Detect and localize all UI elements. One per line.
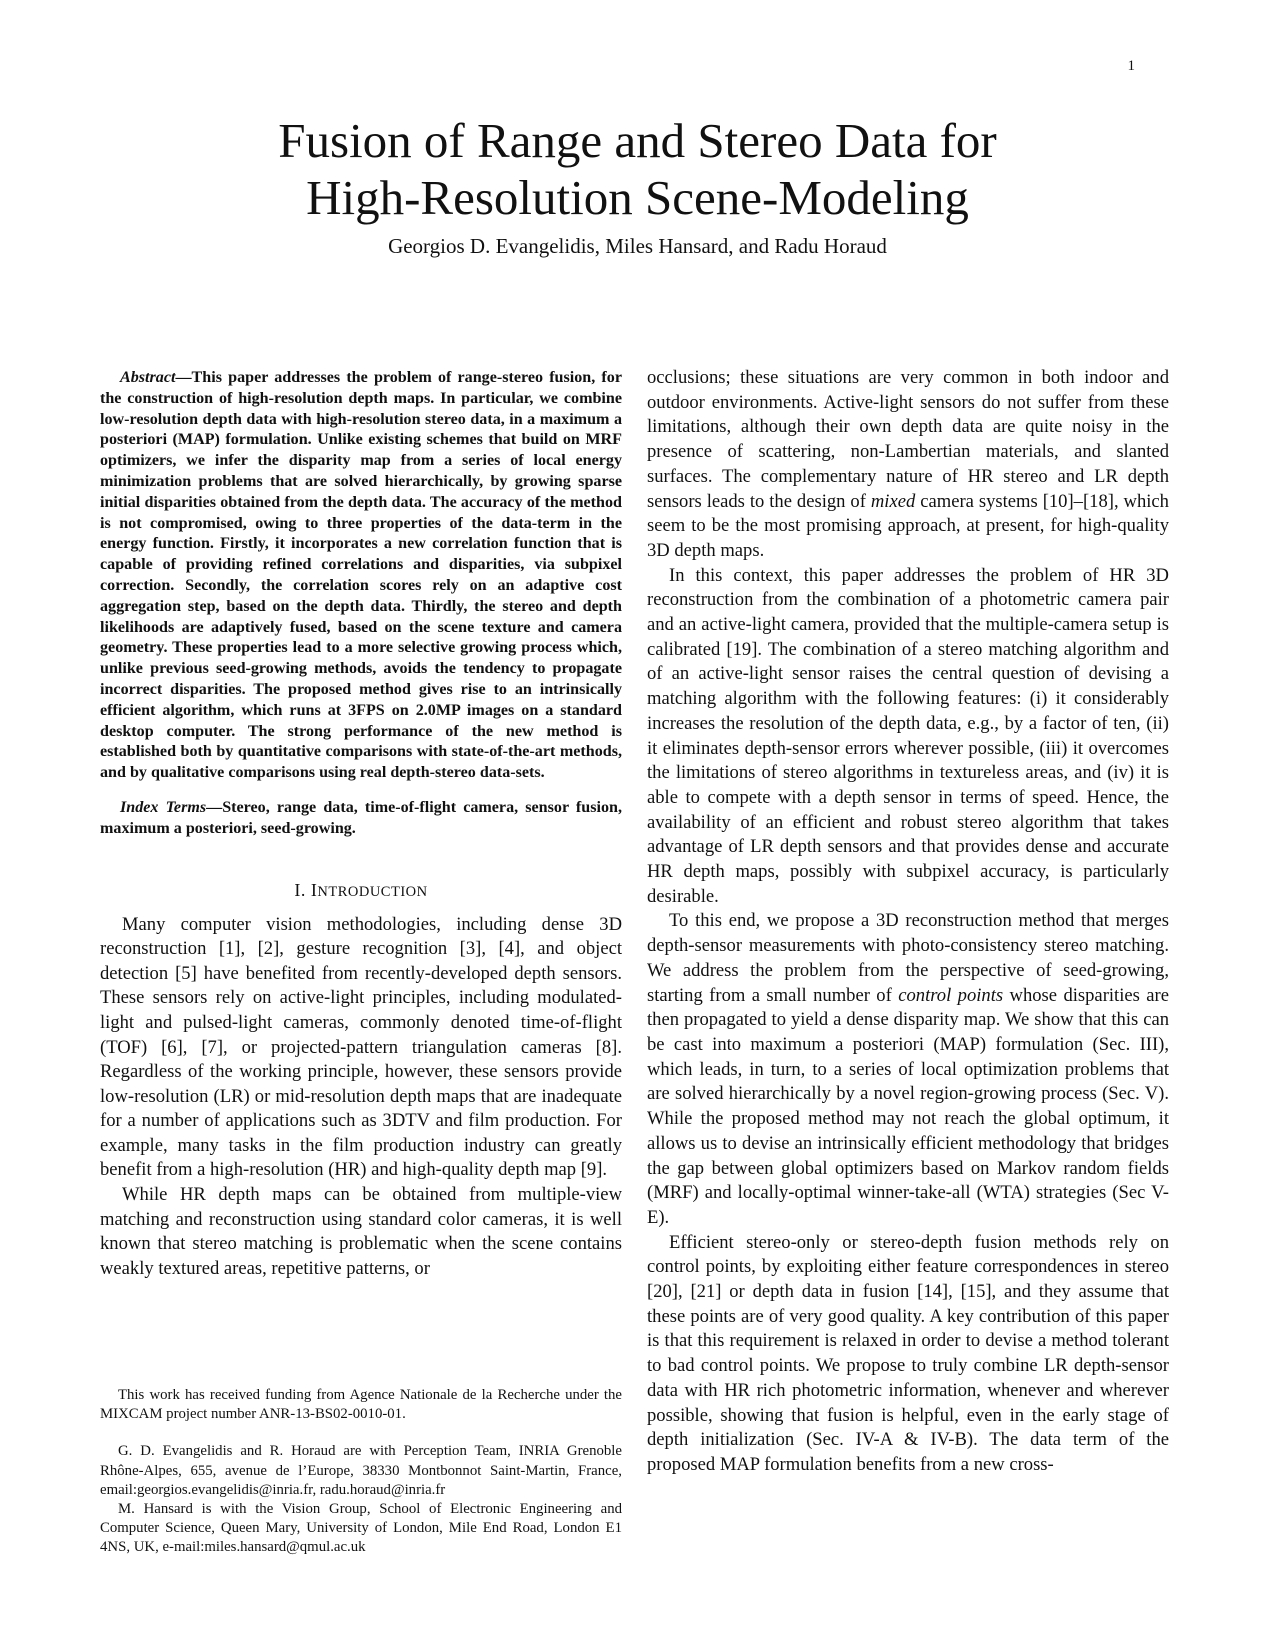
title-line-1: Fusion of Range and Stereo Data for <box>278 113 997 168</box>
left-column <box>100 368 622 1281</box>
abstract-lead: Abstract <box>120 369 176 386</box>
index-terms-lead: Index Terms <box>120 798 207 816</box>
right-p3-em: control points <box>898 984 1004 1006</box>
right-paragraph-3 <box>647 909 1169 1230</box>
right-p3-b: whose disparities are then propagated to yield a dense disparity map. We show that this can be cast into maximum a posteriori (MAP) formulation (Sec. III), which leads, in turn, to a series of local optimization problems that are solved hierarchically by a novel region-growing process (Sec. V). While the proposed method may not reach the global optimum, it allows us to devise an intrinsically efficient methodology that bridges the gap between global optimizers based on Markov random fields (MRF) and locally-optimal winner-take-all (WTA) strategies (Sec V-E). <box>647 984 1169 1228</box>
footnote-affiliation-1: G. D. Evangelidis and R. Horaud are with Perception Team, INRIA Grenoble Rhône-Alpes, 655, avenue de l’Europe, 38330 Montbonnot Saint-Martin, France, email:georgios.evangelidis@inria.fr, radu.horaud@inria.fr <box>100 1443 622 1498</box>
footnote-funding: This work has received funding from Agence Nationale de la Recherche under the MIXCAM project number ANR-13-BS02-0010-01. <box>100 1387 622 1423</box>
index-terms <box>100 798 622 840</box>
right-paragraph-1 <box>647 366 1169 564</box>
paper-title <box>0 112 1275 226</box>
abstract <box>100 368 622 784</box>
footnote-affiliation-2: M. Hansard is with the Vision Group, School of Electronic Engineering and Computer Science, Queen Mary, University of London, Mile End Road, London E1 4NS, UK, e-mail:miles.hansard@qmul.ac.uk <box>100 1501 622 1556</box>
right-p1-a: occlusions; these situations are very common in both indoor and outdoor environments. Active-light sensors do not suffer from these limitations, although their own depth data are quite noisy in the presence of scattering, non-Lambertian materials, and slanted surfaces. The complementary nature of HR stereo and LR depth sensors leads to the design of <box>647 367 1169 512</box>
right-paragraph-4: Efficient stereo-only or stereo-depth fusion methods rely on control points, by exploiting either feature correspondences in stereo [20], [21] or depth data in fusion [14], [15], and they assume that these points are of very good quality. A key contribution of this paper is that this requirement is relaxed in order to devise a method tolerant to bad control points. We propose to truly combine LR depth-sensor data with HR rich photometric information, whenever and wherever possible, showing that fusion is helpful, even in the early stage of depth initialization (Sec. IV-A & IV-B). The data term of the proposed MAP formulation benefits from a new cross- <box>647 1231 1169 1475</box>
footnotes <box>100 1386 622 1558</box>
section-heading <box>100 880 622 901</box>
authors: Georgios D. Evangelidis, Miles Hansard, and Radu Horaud <box>388 234 887 258</box>
intro-paragraph-2: While HR depth maps can be obtained from multiple-view matching and reconstruction using standard color cameras, it is well known that stereo matching is problematic when the scene contains weakly textured areas, repetitive patterns, or <box>100 1184 622 1279</box>
section-numeral: I. I <box>294 879 318 900</box>
section-title-rest: NTRODUCTION <box>317 883 428 900</box>
index-terms-text: —Stereo, range data, time-of-flight camera, sensor fusion, maximum a posteriori, seed-growing. <box>100 798 622 837</box>
right-p3-a: To this end, we propose a 3D reconstruction method that merges depth-sensor measurements with photo-consistency stereo matching. We address the problem from the perspective of seed-growing, starting from a small number of <box>647 910 1169 1006</box>
abstract-text: —This paper addresses the problem of range-stereo fusion, for the construction of high-resolution depth maps. In particular, we combine low-resolution depth data with high-resolution stereo data, in a maximum a posteriori (MAP) formulation. Unlike existing schemes that build on MRF optimizers, we infer the disparity map from a series of local energy minimization problems that are solved hierarchically, by growing sparse initial disparities obtained from the depth data. The accuracy of the method is not compromised, owing to three properties of the data-term in the energy function. Firstly, it incorporates a new correlation function that is capable of providing refined correlations and disparities, via subpixel correction. Secondly, the correlation scores rely on an adaptive cost aggregation step, based on the depth data. Thirdly, the stereo and depth likelihoods are adaptively fused, based on the scene texture and camera geometry. These properties lead to a more selective growing process which, unlike previous seed-growing methods, avoids the tendency to propagate incorrect disparities. The proposed method gives rise to an intrinsically efficient algorithm, which runs at 3FPS on 2.0MP images on a standard desktop computer. The strong performance of the new method is established both by quantitative comparisons with state-of-the-art methods, and by qualitative comparisons using real depth-stereo data-sets. <box>100 369 622 782</box>
page-number: 1 <box>1127 58 1135 74</box>
intro-paragraph-1: Many computer vision methodologies, including dense 3D reconstruction [1], [2], gesture recognition [3], [4], and object detection [5] have benefited from recently-developed depth sensors. These sensors rely on active-light principles, including modulated-light and pulsed-light cameras, commonly denoted time-of-flight (TOF) [6], [7], or projected-pattern triangulation cameras [8]. Regardless of the working principle, however, these sensors provide low-resolution (LR) or mid-resolution depth maps that are inadequate for a number of applications such as 3DTV and film production. For example, many tasks in the film production industry can greatly benefit from a high-resolution (HR) and high-quality depth map [9]. <box>100 913 622 1181</box>
right-p1-em: mixed <box>870 490 916 512</box>
right-column <box>647 366 1169 1478</box>
right-paragraph-2: In this context, this paper addresses the problem of HR 3D reconstruction from the combination of a photometric camera pair and an active-light camera, provided that the multiple-camera setup is calibrated [19]. The combination of a stereo matching algorithm and of an active-light sensor raises the central question of devising a matching algorithm with the following features: (i) it considerably increases the resolution of the depth data, e.g., by a factor of ten, (ii) it eliminates depth-sensor errors wherever possible, (iii) it overcomes the limitations of stereo algorithms in textureless areas, and (iv) it is able to compete with a depth sensor in terms of speed. Hence, the availability of an efficient and robust stereo algorithm that takes advantage of LR depth sensors and that provides dense and accurate HR depth maps, possibly with subpixel accuracy, is particularly desirable. <box>647 564 1169 907</box>
right-p1-b: camera systems [10]–[18], which seem to be the most promising approach, at present, for high-quality 3D depth maps. <box>647 490 1169 561</box>
title-line-2: High-Resolution Scene-Modeling <box>306 170 969 225</box>
